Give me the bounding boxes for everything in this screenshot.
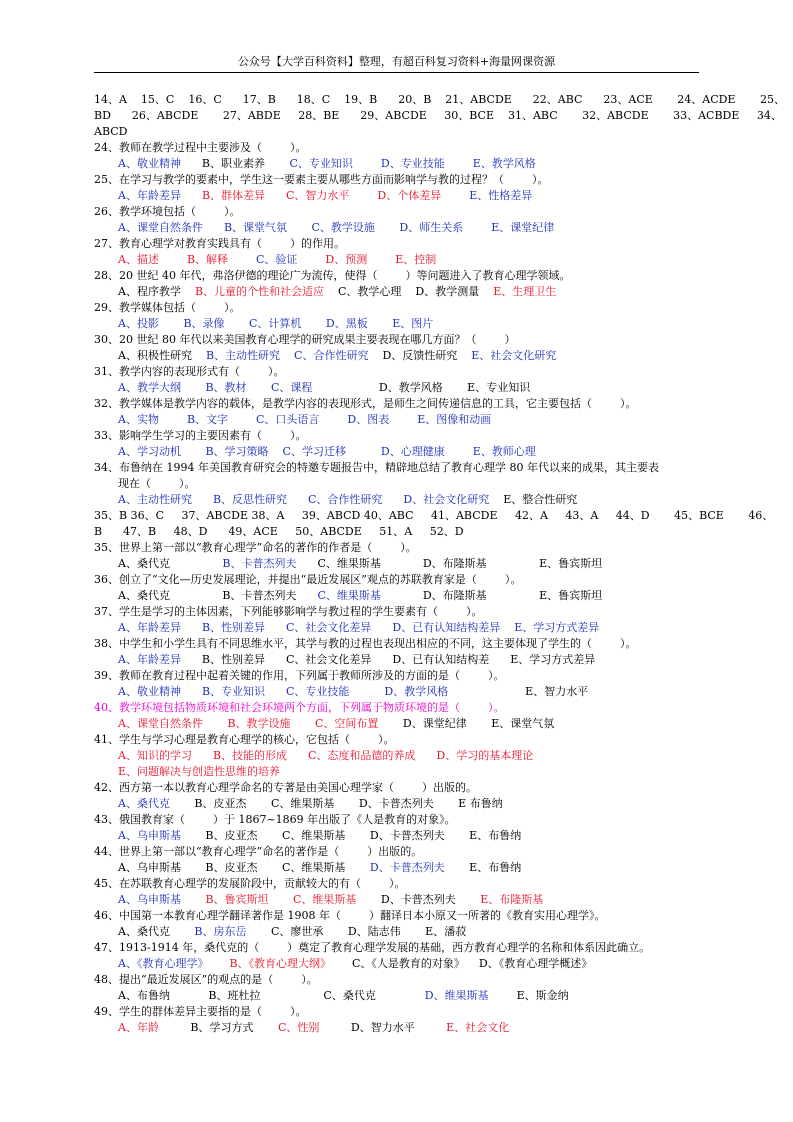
line-text: C、教学设施 [311,221,375,234]
line-text: E、教师心理 [472,445,536,458]
line-text: A、乌申斯基 B、皮亚杰 C、维果斯基 [118,861,370,874]
line-text: C、《人是教育的对象》 D、《教育心理学概述》 [331,957,593,970]
document-line [94,92,785,108]
line-text: 43、俄国教育家（ ）于 1867~1869 年出版了《人是教育的对象》。 [94,813,456,826]
document-line [94,940,706,956]
line-text: 35、世界上第一部以“教育心理学”命名的著作的作者是（ ）。 [94,541,417,554]
line-text [371,621,392,634]
line-text: E、图片 [392,317,434,330]
document-line [94,300,706,316]
line-text: 33、影响学生学习的主要因素有（ ）。 [94,429,307,442]
line-text [181,893,205,906]
line-text: E、智力水平 [448,685,589,698]
document-body [94,92,785,1036]
line-text: A、敬业精神 [118,157,181,170]
document-line [94,140,706,156]
line-text: E、问题解决与创造性思维的培养 [118,765,281,778]
line-text: C、智力水平 [286,189,350,202]
line-text [159,317,183,330]
line-text [203,221,224,234]
document-line [94,364,706,380]
line-text: 24、教师在教学过程中主要涉及（ ）。 [94,141,307,154]
line-text: D、智力水平 [319,1021,447,1034]
line-text: B、皮亚杰 C、维果斯基 D、卡普杰列夫 E 布鲁纳 [169,797,503,810]
line-text: B、房东岳 [194,925,247,938]
line-text: D、布隆斯基 E、鲁宾斯坦 [380,589,603,602]
line-text: A、敬业精神 [118,685,181,698]
line-text: A、课堂自然条件 [118,221,203,234]
line-text: 38、中学生和小学生具有不同思维水平，其学与教的过程也表现出相应的不同，这主要体现了学生的（ ）。 [94,637,637,650]
line-text [228,413,256,426]
line-text: 现在（ ）。 [118,477,196,490]
line-text: B、性别差异 [201,621,266,634]
line-text: C、空间布置 [315,717,379,730]
document-line [94,236,706,252]
document-line [94,460,706,476]
document-line [94,908,706,924]
line-text: A、桑代克 [118,925,195,938]
line-text: 27、教育心理学对教育实践具有（ ）的作用。 [94,237,345,250]
line-text: A、实物 [118,413,159,426]
line-text [269,893,293,906]
line-text: E、社会文化研究 [471,349,557,362]
line-text: C、社会文化差异 [286,621,372,634]
line-text [319,413,347,426]
line-text: 46、中国第一本教育心理学翻译著作是 1908 年（ ）翻译日本小原又一所著的《教育实用心理学》。 [94,909,606,922]
document-line [94,316,706,332]
line-text: B、学习策略 [205,445,269,458]
line-text: D、已有认知结构差异 [392,621,501,634]
document-line [94,252,706,268]
line-text: 34、布鲁纳在 1994 年美国教育研究会的特邀专题报告中，精辟地总结了教育心理学 80 年代以来的成果，其主要表 [94,461,659,474]
line-text: ABCD [94,125,128,138]
line-text: A、教学大纲 [118,381,181,394]
line-text: 37、学生是学习的主体因素，下列能够影响学与教过程的学生要素有（ ）。 [94,605,483,618]
document-line [94,124,706,140]
line-text: C、维果斯基 [317,589,381,602]
document-line [94,588,706,604]
line-text: E、斯金纳 [488,989,569,1002]
line-text: E、布隆斯基 [480,893,544,906]
line-text [349,685,384,698]
document-line [94,572,706,588]
line-text: D、教学风格 E、专业知识 [312,381,531,394]
document-line [94,716,706,732]
line-text: E、学习方式差异 [514,621,600,634]
line-text [297,253,325,266]
document-line [94,556,706,572]
document-line [94,700,706,716]
line-text: A、年龄差异 [118,653,181,666]
line-text: D、学习的基本理论 [436,749,534,762]
document-line [94,284,706,300]
line-text: 44、世界上第一部以“教育心理学”命名的著作是（ ）出版的。 [94,845,423,858]
line-text [287,493,308,506]
line-text [225,317,249,330]
line-text: D、预测 [325,253,368,266]
line-text: D、卡普杰列夫 [356,893,481,906]
line-text: C、廖世承 D、陆志伟 E、潘菽 [246,925,467,938]
line-text: D、黑板 [325,317,368,330]
line-text: 49、学生的群体差异主要指的是（ ）。 [94,1005,307,1018]
line-text [181,445,205,458]
line-text: A、知识的学习 [118,749,192,762]
line-text: B、性别差异 C、社会文化差异 D、已有认知结构差 E、学习方式差异 [180,653,596,666]
line-text: B、主动性研究 [205,349,281,362]
document-line [94,428,706,444]
line-text: 48、提出“最近发展区”的观点的是（ ）。 [94,973,318,986]
line-text: D、维果斯基 [424,989,489,1002]
line-text: E、整合性研究 [489,493,578,506]
line-text: 41、学生与学习心理是教育心理学的核心，它包括（ ）。 [94,733,395,746]
line-text: B、课堂气氛 [223,221,288,234]
document-line [94,956,706,972]
line-text [382,493,403,506]
line-text [181,381,205,394]
line-text: B、职业素养 [180,157,290,170]
line-text [346,445,381,458]
line-text: B、《教育心理大纲》 [229,957,332,970]
line-text [368,317,392,330]
document-line [94,812,706,828]
line-text: D、卡普杰列夫 [369,861,445,874]
line-text: C、维果斯基 [293,893,357,906]
line-text [280,349,294,362]
line-text: 31、教学内容的表现形式有（ ）。 [94,365,285,378]
line-text: 47、1913-1914 年，桑代克的（ ）奠定了教育心理学发展的基础，西方教育心理学的名称和体系因此确立。 [94,941,651,954]
line-text: B、鲁宾斯坦 [205,893,269,906]
line-text: 32、教学媒体是教学内容的载体，是教学内容的表现形式，是师生之间传递信息的工具，它主要包括（ ）。 [94,397,637,410]
document-line [94,220,706,236]
line-text: A、《教育心理学》 [118,957,209,970]
document-line [94,876,706,892]
line-text [247,381,271,394]
line-text [291,717,315,730]
line-text: D、个体差异 [377,189,442,202]
line-text: 25、在学习与教学的要素中，学生这一要素主要从哪些方面而影响学与教的过程？（ ）。 [94,173,549,186]
line-text: C、验证 [256,253,298,266]
line-text [353,157,381,170]
line-text: A、乌申斯基 [118,829,181,842]
line-text: D、图表 [347,413,390,426]
line-text: E、生理卫生 [493,285,557,298]
line-text: 40、教学环境包括物质环境和社会环境两个方面，下列属于物质环境的是（ ）。 [94,701,505,714]
document-line [94,604,706,620]
document-line [94,444,706,460]
line-text: C、口头语言 [256,413,320,426]
line-text: BD 26、ABCDE 27、ABDE 28、BE 29、ABCDE 30、BCE 31、ABC 32、ABCDE 33、ACBDE 34、 [94,109,782,122]
line-text: 39、教师在教育过程中起着关键的作用，下列属于教师所涉及的方面的是（ ）。 [94,669,505,682]
page-header: 公众号【大学百科资料】整理，有超百科复习资料+海量网课资源 [237,55,556,68]
document-line [94,796,706,812]
document-line [94,188,706,204]
document-line [94,652,706,668]
line-text: A、年龄差异 [118,621,181,634]
line-text [159,253,187,266]
line-text: A、学习动机 [118,445,181,458]
line-text: C、专业知识 [289,157,353,170]
document-line [94,332,706,348]
line-text: A、课堂自然条件 [118,717,203,730]
line-text [415,749,436,762]
document-line [94,988,706,1004]
header-rule [94,72,699,73]
document-line [94,764,706,780]
line-text: B、解释 [186,253,229,266]
line-text [265,621,286,634]
line-text: E、课堂纪律 [491,221,555,234]
line-text: A、积极性研究 [118,349,206,362]
line-text: C、性别 [277,1021,320,1034]
line-text [500,621,514,634]
line-text [192,749,213,762]
line-text: E、图像和动画 [417,413,492,426]
line-text [192,493,213,506]
line-text [159,413,187,426]
document-line [94,476,706,492]
line-text: 45、在苏联教育心理学的发展阶段中，贡献较大的有（ ）。 [94,877,406,890]
line-text: A、布鲁纳 B、班杜拉 C、桑代克 [118,989,425,1002]
line-text [265,189,286,202]
line-text: 28、20 世纪 40 年代，弗洛伊德的理论广为流传，使得（ ）等问题进入了教育心理学领域。 [94,269,571,282]
line-text: 36、创立了“文化—历史发展理论，并提出“最近发展区”观点的苏联教育家是（ ）。 [94,573,522,586]
document-line [94,892,706,908]
line-text [228,253,256,266]
line-text [181,685,202,698]
line-text: A、桑代克 [118,797,170,810]
line-text: C、计算机 [249,317,302,330]
line-text: C、课程 [271,381,313,394]
document-line [94,780,706,796]
line-text: E、控制 [395,253,437,266]
document-line [94,396,706,412]
line-text: B、教材 [205,381,247,394]
line-text [203,717,227,730]
line-text: C、维果斯基 D、布隆斯基 E、鲁宾斯坦 [296,557,603,570]
line-text: A、乌申斯基 [118,893,181,906]
line-text: D、社会文化研究 [403,493,490,506]
document-line [94,492,706,508]
line-text: E、社会文化 [446,1021,510,1034]
line-text: D、教学风格 [384,685,449,698]
line-text: B、群体差异 [201,189,266,202]
document-line [94,348,706,364]
line-text: 29、教学媒体包括（ ）。 [94,301,241,314]
document-line [94,380,706,396]
line-text: A、程序教学 [118,285,195,298]
line-text: 26、教学环境包括（ ）。 [94,205,241,218]
line-text [287,749,308,762]
line-text: C、合作性研究 [308,493,383,506]
line-text [349,189,377,202]
line-text: C、学习迁移 [282,445,346,458]
line-text: A、投影 [118,317,159,330]
line-text: C、态度和品德的养成 [308,749,416,762]
line-text [463,221,491,234]
document-line [94,540,706,556]
line-text: B、专业知识 [201,685,266,698]
document-line [94,524,706,540]
line-text: D、师生关系 [399,221,464,234]
line-text: 30、20 世纪 80 年代以来美国教育心理学的研究成果主要表现在哪几方面？（ ） [94,333,516,346]
document-line [94,1020,706,1036]
line-text: D、心理健康 [380,445,445,458]
document-line [94,860,706,876]
document-line [94,972,706,988]
line-text: B、学习方式 [158,1021,278,1034]
line-text: C、合作性研究 [294,349,369,362]
line-text: D、专业技能 [380,157,445,170]
line-text [287,221,311,234]
document-line [94,636,706,652]
document-line [94,748,706,764]
document-line [94,844,706,860]
line-text [367,253,395,266]
document-line [94,732,706,748]
line-text: B、录像 [183,317,225,330]
document-line [94,108,782,124]
line-text: A、描述 [118,253,159,266]
line-text [445,445,473,458]
document-line [94,204,706,220]
line-text: E、布鲁纳 [444,861,522,874]
document-line [94,1004,706,1020]
document-line [94,828,706,844]
document-line [94,620,706,636]
line-text: D、课堂纪律 E、课堂气氛 [378,717,555,730]
line-text [181,621,202,634]
line-text [389,413,417,426]
line-text: A、年龄 [118,1021,159,1034]
line-text: 35、B 36、C 37、ABCDE 38、A 39、ABCD 40、ABC 41、ABCDE 42、A 43、A 44、D 45、BCE 46、 [94,509,774,522]
line-text: B、反思性研究 [212,493,288,506]
line-text: B、教学设施 [227,717,291,730]
line-text: B、技能的形成 [212,749,288,762]
line-text: C、教学心理 D、教学测量 [324,285,494,298]
line-text: D、反馈性研究 [368,349,472,362]
line-text: A、桑代克 B、卡普杰列夫 [118,589,318,602]
document-line [94,412,706,428]
line-text: B、文字 [186,413,229,426]
document-line [94,268,706,284]
line-text [181,189,202,202]
line-text [375,221,399,234]
line-text [445,157,473,170]
line-text: B、卡普杰列夫 [222,557,297,570]
document-line [94,508,774,524]
line-text: A、主动性研究 [118,493,192,506]
line-text: A、年龄差异 [118,189,181,202]
line-text: B 47、B 48、D 49、ACE 50、ABCDE 51、A 52、D [94,525,464,538]
document-line [94,924,706,940]
line-text: E、性格差异 [469,189,533,202]
document-line [94,668,706,684]
line-text [441,189,469,202]
document-line [94,684,706,700]
line-text: C、专业技能 [286,685,350,698]
line-text: 42、西方第一本以教育心理学命名的专著是由美国心理学家（ ）出版的。 [94,781,477,794]
line-text [265,685,286,698]
line-text: 14、A 15、C 16、C 17、B 18、C 19、B 20、B 21、ABCDE 22、ABC 23、ACE 24、ACDE 25、 [94,93,785,106]
line-text [208,957,229,970]
document-line [94,156,706,172]
line-text: E、教学风格 [472,157,536,170]
line-text [269,445,283,458]
line-text: A、桑代克 [118,557,223,570]
document-line [94,172,706,188]
line-text: B、儿童的个性和社会适应 [194,285,325,298]
line-text: B、皮亚杰 C、维果斯基 D、卡普杰列夫 E、布鲁纳 [180,829,522,842]
line-text [301,317,325,330]
